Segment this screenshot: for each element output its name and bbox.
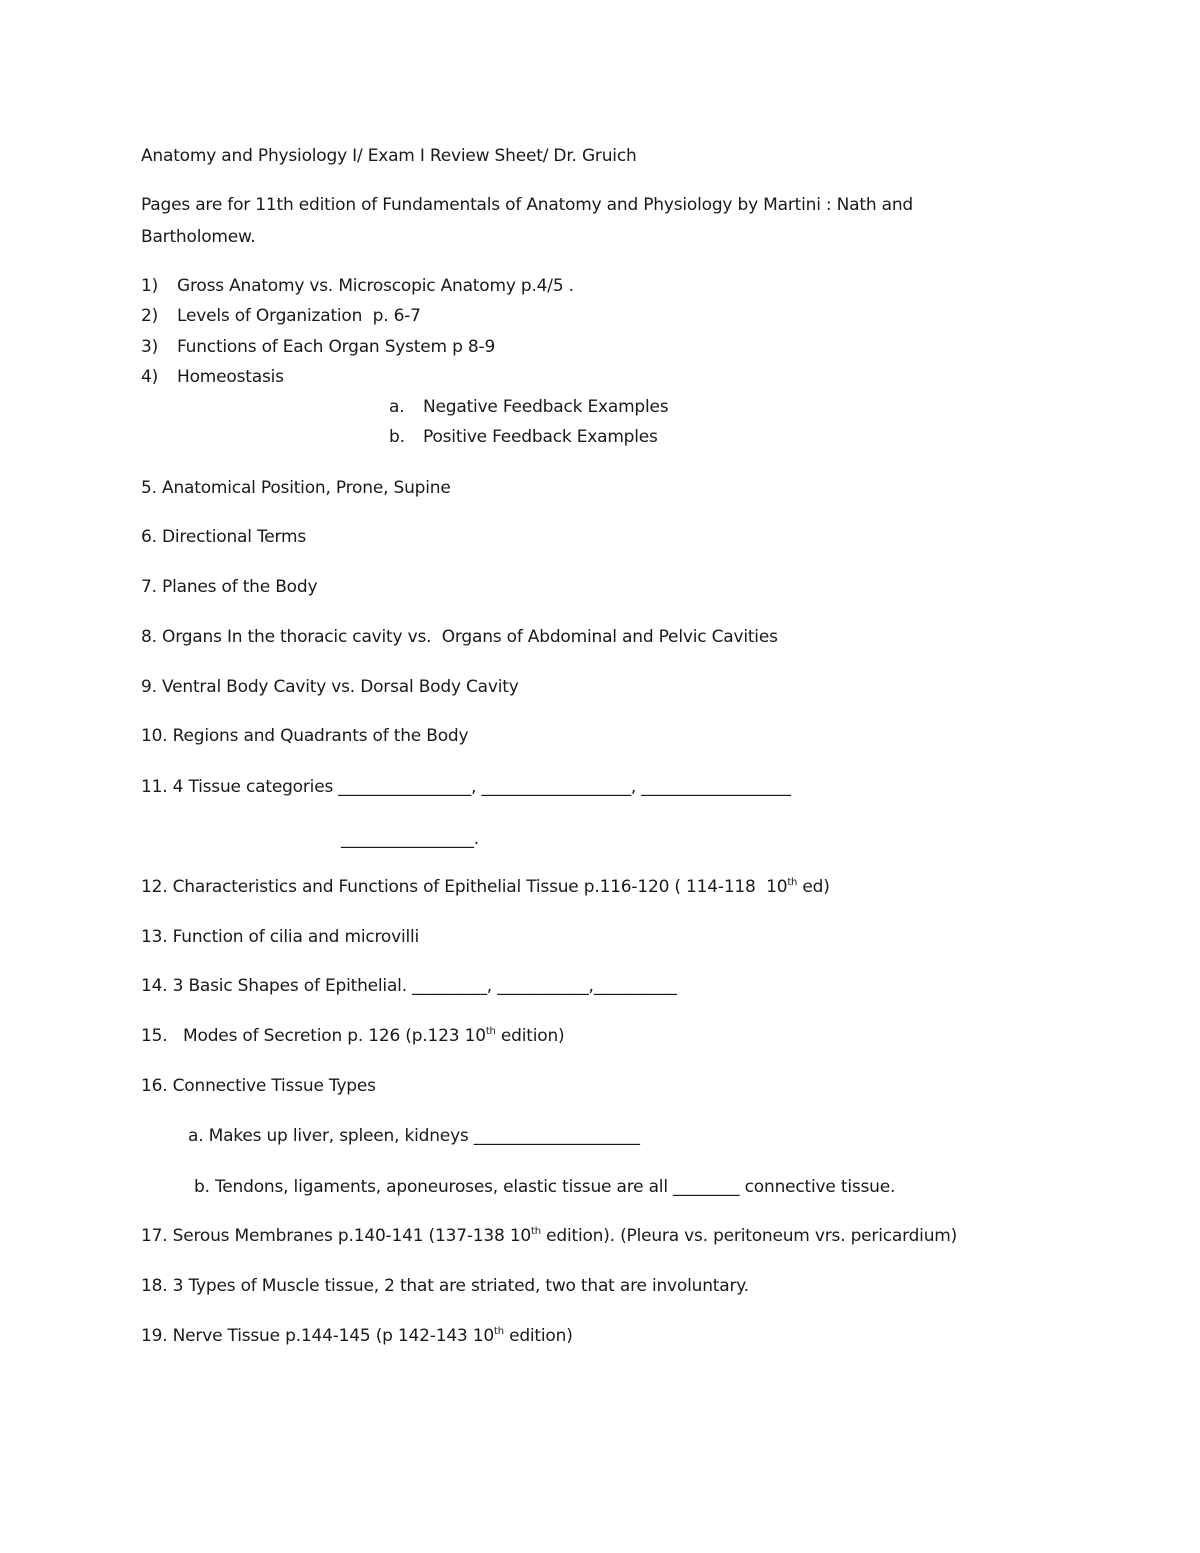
list-text: Levels of Organization p. 6-7 xyxy=(177,306,421,326)
list-number: 2) xyxy=(141,306,159,326)
intro-line-2: Bartholomew. xyxy=(141,227,256,247)
item-19-tail: edition) xyxy=(503,1326,573,1346)
list-item xyxy=(141,366,284,388)
item-14: 14. 3 Basic Shapes of Epithelial. _________, ___________,__________ xyxy=(141,976,677,996)
superscript: th xyxy=(531,1226,541,1237)
sub-text: Negative Feedback Examples xyxy=(423,397,669,417)
item-6: 6. Directional Terms xyxy=(141,527,307,547)
sub-text: Positive Feedback Examples xyxy=(423,427,658,447)
item-8: 8. Organs In the thoracic cavity vs. Organs of Abdominal and Pelvic Cavities xyxy=(141,627,778,647)
list-number: 4) xyxy=(141,367,159,387)
item-15-tail: edition) xyxy=(495,1026,565,1046)
item-19 xyxy=(141,1325,573,1347)
page-title: Anatomy and Physiology I/ Exam I Review Sheet/ Dr. Gruich xyxy=(141,146,637,166)
item-13: 13. Function of cilia and microvilli xyxy=(141,927,420,947)
item-17-tail: edition). (Pleura vs. peritoneum vrs. pericardium) xyxy=(540,1226,958,1246)
sub-letter: a. xyxy=(389,397,405,417)
list-number: 3) xyxy=(141,337,159,357)
list-item xyxy=(141,305,421,327)
item-15-text: 15. Modes of Secretion p. 126 (p.123 10 xyxy=(141,1026,486,1046)
item-12 xyxy=(141,876,830,898)
list-item xyxy=(141,336,495,358)
item-15 xyxy=(141,1025,564,1047)
item-9: 9. Ventral Body Cavity vs. Dorsal Body Cavity xyxy=(141,677,519,697)
list-text: Gross Anatomy vs. Microscopic Anatomy p.4/5 . xyxy=(177,276,574,296)
sub-letter: b. xyxy=(389,427,405,447)
superscript: th xyxy=(494,1326,504,1337)
item-10: 10. Regions and Quadrants of the Body xyxy=(141,726,469,746)
item-11-continuation: ________________. xyxy=(341,829,480,849)
list-item xyxy=(141,275,574,297)
item-11: 11. 4 Tissue categories ________________, __________________, __________________ xyxy=(141,777,791,797)
superscript: th xyxy=(485,1026,496,1037)
item-16: 16. Connective Tissue Types xyxy=(141,1076,376,1096)
item-18: 18. 3 Types of Muscle tissue, 2 that are striated, two that are involuntary. xyxy=(141,1276,749,1296)
item-17-text: 17. Serous Membranes p.140-141 (137-138 10 xyxy=(141,1226,532,1246)
superscript: th xyxy=(787,877,798,888)
sub-list-item xyxy=(389,426,658,448)
item-7: 7. Planes of the Body xyxy=(141,577,318,597)
item-17 xyxy=(141,1225,957,1247)
list-text: Functions of Each Organ System p 8-9 xyxy=(177,337,496,357)
sub-list-item xyxy=(389,396,668,418)
list-number: 1) xyxy=(141,276,159,296)
item-16b: b. Tendons, ligaments, aponeuroses, elastic tissue are all ________ connective tissue. xyxy=(194,1177,896,1197)
list-text: Homeostasis xyxy=(177,367,284,387)
item-16a: a. Makes up liver, spleen, kidneys ____________________ xyxy=(188,1126,640,1146)
item-12-tail: ed) xyxy=(797,877,830,897)
item-19-text: 19. Nerve Tissue p.144-145 (p 142-143 10 xyxy=(141,1326,494,1346)
intro-line-1: Pages are for 11th edition of Fundamentals of Anatomy and Physiology by Martini : Nath and xyxy=(141,195,914,215)
item-12-text: 12. Characteristics and Functions of Epithelial Tissue p.116-120 ( 114-118 10 xyxy=(141,877,788,897)
item-5: 5. Anatomical Position, Prone, Supine xyxy=(141,478,451,498)
